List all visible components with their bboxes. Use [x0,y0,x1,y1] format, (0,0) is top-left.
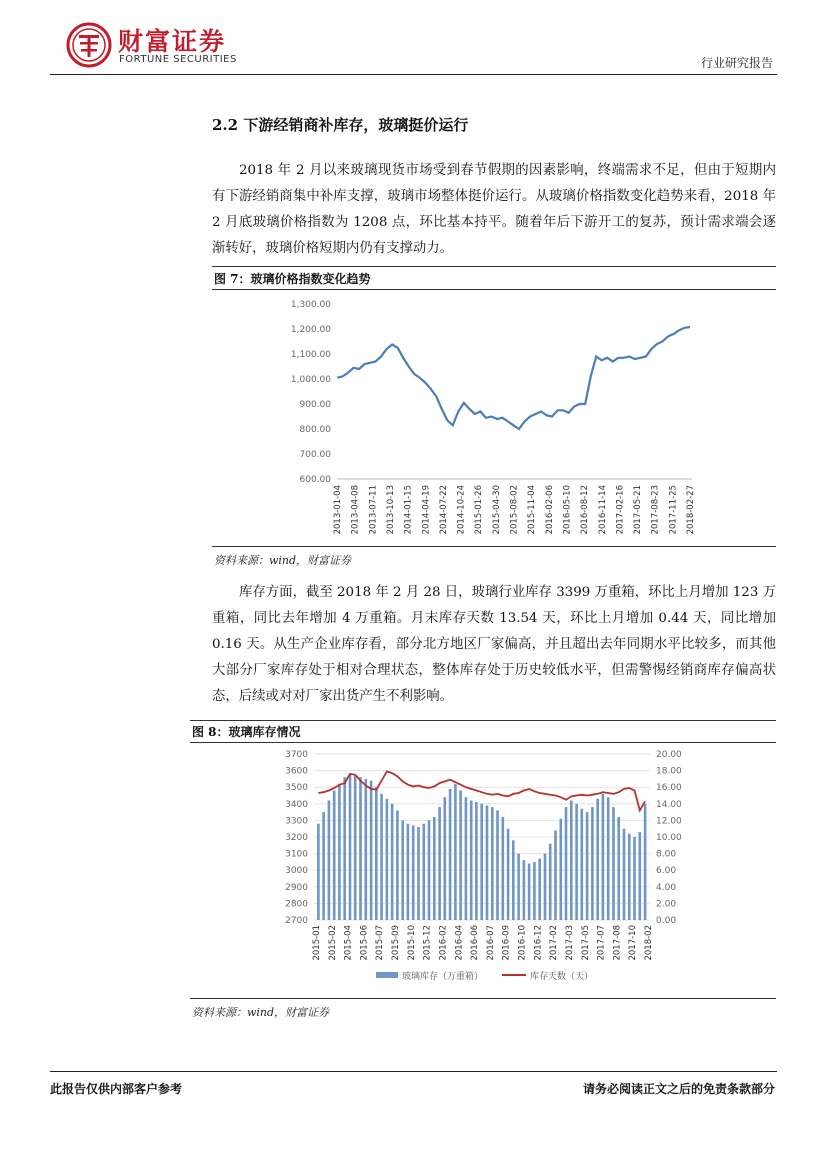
figure8-top-rule [190,720,776,721]
x-tick-label: 2016-04 [454,925,465,961]
inventory-bar [444,797,447,920]
y-left-tick-label: 3200 [285,833,308,843]
inventory-bar [517,854,520,920]
company-name-cn: 财富证券 [118,27,227,56]
figure7-label: 图 7：玻璃价格指数变化趋势 [214,272,371,286]
y-tick-label: 900.00 [299,400,331,410]
inventory-bar [338,784,341,920]
inventory-bar [596,799,599,920]
inventory-bar [639,832,642,920]
paragraph-inventory: 库存方面，截至 2018 年 2 月 28 日，玻璃行业库存 3399 万重箱，环比上月增加 123 万重箱，同比去年增加 4 万重箱。月末库存天数 13.54 天，环比上月增加 0.44 天，同比增加 0.16 天。从生产企业库存看，部分北方地区厂家偏高，并且超出去年同期水平比较多，而其他大部分厂家库存处于相对合理状态，整体库存处于历史较低水平，但需警惕经销商库存偏高状态，后续或对对厂家出货产生不利影响。 [212,585,776,704]
y-tick-label: 1,100.00 [290,350,331,360]
inventory-chart [270,744,700,994]
y-right-tick-label: 6.00 [656,866,677,877]
x-tick-label: 2017-05 [580,925,591,961]
y-right-tick-label: 18.00 [656,766,682,777]
x-tick-label: 2018-02 [644,925,654,961]
inventory-bar [491,807,494,920]
inventory-bar [412,825,415,920]
y-left-tick-label: 3700 [285,750,308,760]
inventory-bar [480,804,483,920]
inventory-bar [465,797,468,920]
inventory-bar [380,794,383,920]
inventory-bar [407,824,410,920]
y-tick-label: 1,200.00 [290,325,331,335]
footer-rule [50,1071,777,1072]
figure8-mid-rule [190,742,776,743]
y-left-tick-label: 3400 [285,799,308,810]
inventory-bar [328,801,331,921]
x-tick-label: 2016-09 [501,925,512,961]
inventory-bar [581,809,584,920]
inventory-bar [523,860,526,920]
y-right-tick-label: 4.00 [656,882,677,893]
logo-emblem-icon [66,22,112,68]
inventory-bar [386,799,389,920]
y-tick-label: 800.00 [299,425,331,435]
inventory-bar [370,781,373,920]
x-tick-label: 2015-02 [327,925,338,961]
inventory-bar [607,797,610,920]
price-index-line [337,327,690,429]
header-rule [50,74,777,75]
inventory-bar [554,830,557,920]
inventory-bar [349,774,352,920]
x-tick-label: 2013-01-04 [333,485,343,535]
y-left-tick-label: 3300 [285,816,308,827]
y-tick-label: 1,000.00 [290,375,331,385]
x-tick-label: 2015-11-04 [527,485,538,535]
inventory-bar [549,844,552,920]
x-tick-label: 2017-08-23 [650,485,661,535]
inventory-bar [538,859,541,920]
x-tick-label: 2017-11-25 [668,485,679,535]
x-tick-label: 2017-03 [564,925,575,961]
y-left-tick-label: 2900 [285,882,308,893]
inventory-bar [575,804,578,920]
inventory-bar [428,820,431,920]
paragraph-price: 2018 年 2 月以来玻璃现货市场受到春节假期的因素影响，终端需求不足，但由于短期内有下游经销商集中补库支撑，玻璃市场整体挺价运行。从玻璃价格指数变化趋势来看，2018 年 2 月底玻璃价格指数为 1208 点，环比基本持平。随着年后下游开工的复苏，预计需求端会逐渐转好，玻璃价格短期内仍有支撑动力。 [212,163,776,256]
x-tick-label: 2016-11-14 [597,485,608,535]
inventory-bar [333,791,336,921]
inventory-bar [396,810,399,920]
inventory-bar [365,779,368,920]
x-tick-label: 2015-01 [312,925,322,961]
y-right-tick-label: 16.00 [656,783,682,794]
y-tick-label: 1,300.00 [290,300,331,310]
y-right-tick-label: 14.00 [656,799,682,810]
y-left-tick-label: 2700 [285,916,308,926]
inventory-bar [438,807,441,920]
x-tick-label: 2015-06 [359,925,370,961]
y-left-tick-label: 3000 [285,866,308,877]
x-tick-label: 2017-07 [596,925,607,961]
x-tick-label: 2015-12 [422,925,433,961]
y-right-tick-label: 0.00 [656,916,677,926]
inventory-bar [391,804,394,920]
inventory-bar [475,802,478,920]
inventory-bar [612,807,615,920]
figure7-top-rule [212,266,776,267]
y-right-tick-label: 10.00 [656,833,682,843]
y-left-tick-label: 2800 [285,899,308,910]
x-tick-label: 2015-04-30 [491,485,502,535]
figure7-bottom-rule [212,546,776,547]
inventory-bar [533,862,536,920]
x-tick-label: 2013-07-11 [368,485,379,535]
inventory-bar [343,777,346,920]
inventory-bar [433,817,436,920]
inventory-bar [322,812,325,920]
x-tick-label: 2016-08-12 [580,485,591,535]
x-tick-label: 2016-05-10 [562,485,573,535]
inventory-bar [423,824,426,920]
inventory-bar [565,807,568,920]
inventory-bar [560,819,563,920]
y-right-tick-label: 2.00 [656,899,677,910]
inventory-bar [354,776,357,920]
inventory-bar [617,817,620,920]
x-tick-label: 2015-09 [391,925,402,961]
x-tick-label: 2016-12 [533,925,544,961]
x-tick-label: 2017-02-16 [615,485,626,535]
inventory-bar [528,864,531,920]
x-tick-label: 2017-05-21 [633,485,644,535]
x-tick-label: 2014-01-15 [403,485,414,535]
footer-left: 此报告仅供内部客户参考 [50,1082,183,1096]
inventory-bar [628,834,631,920]
legend-label-days: 库存天数（天） [530,972,594,982]
x-tick-label: 2015-01-26 [474,485,485,535]
figure8-label: 图 8：玻璃库存情况 [192,725,301,739]
x-tick-label: 2013-10-13 [385,485,396,535]
x-tick-label: 2014-07-22 [438,485,449,535]
inventory-bar [449,789,452,920]
x-tick-label: 2016-10 [517,925,528,961]
x-tick-label: 2016-07 [485,925,496,961]
footer-right: 请务必阅读正文之后的免责条款部分 [582,1082,775,1096]
x-tick-label: 2016-02 [438,925,449,961]
chart-legend [376,970,593,982]
legend-label-inventory: 玻璃库存（万重箱） [402,972,484,982]
inventory-bar [591,807,594,920]
figure7-source: 资料来源：wind，财富证券 [214,554,352,567]
figure8-source: 资料来源：wind，财富证券 [192,1006,330,1019]
inventory-bar [470,801,473,921]
y-right-tick-label: 20.00 [656,750,682,760]
x-tick-label: 2015-04 [343,925,354,961]
legend-swatch-bars [376,972,398,978]
x-tick-label: 2017-02 [549,925,560,961]
inventory-bar [401,820,404,920]
company-logo [66,22,112,68]
x-tick-label: 2018-02-27 [686,485,696,535]
figure8-bottom-rule [190,998,776,999]
inventory-bar [454,784,457,920]
inventory-bar [623,829,626,920]
x-tick-label: 2017-08 [612,925,623,961]
x-tick-label: 2017-10 [628,925,639,961]
y-right-tick-label: 12.00 [656,816,682,827]
inventory-bar [544,854,547,920]
inventory-bar [602,794,605,920]
inventory-bar [512,840,515,920]
inventory-bar [359,777,362,920]
x-tick-label: 2015-10 [406,925,417,961]
inventory-bar [486,806,489,921]
inventory-bar [644,804,647,920]
x-tick-label: 2015-08-02 [509,485,520,535]
y-right-tick-label: 8.00 [656,849,677,860]
y-tick-label: 700.00 [299,450,331,460]
company-name-en: FORTUNE SECURITIES [119,54,237,65]
figure7-mid-rule [212,289,776,290]
inventory-bar [633,837,636,920]
inventory-bar [570,801,573,921]
y-left-tick-label: 3600 [285,766,308,777]
inventory-bar [375,787,378,920]
inventory-bar [459,791,462,921]
y-tick-label: 600.00 [299,475,331,485]
x-tick-label: 2016-06 [470,925,481,961]
x-tick-label: 2014-10-24 [456,485,467,535]
x-tick-label: 2016-02-06 [544,485,555,535]
inventory-bar [586,812,589,920]
inventory-bar [507,829,510,920]
x-tick-label: 2013-04-08 [350,485,361,535]
inventory-bar [417,827,420,920]
inventory-bar [317,824,320,920]
inventory-bar [496,810,499,920]
x-tick-label: 2014-04-19 [421,485,432,535]
y-left-tick-label: 3500 [285,783,308,794]
report-type: 行业研究报告 [700,56,773,70]
inventory-bar [502,817,505,920]
y-left-tick-label: 3100 [285,849,308,860]
price-index-chart [280,294,710,544]
section-title: 2.2 下游经销商补库存，玻璃挺价运行 [212,116,469,134]
x-tick-label: 2015-07 [375,925,386,961]
